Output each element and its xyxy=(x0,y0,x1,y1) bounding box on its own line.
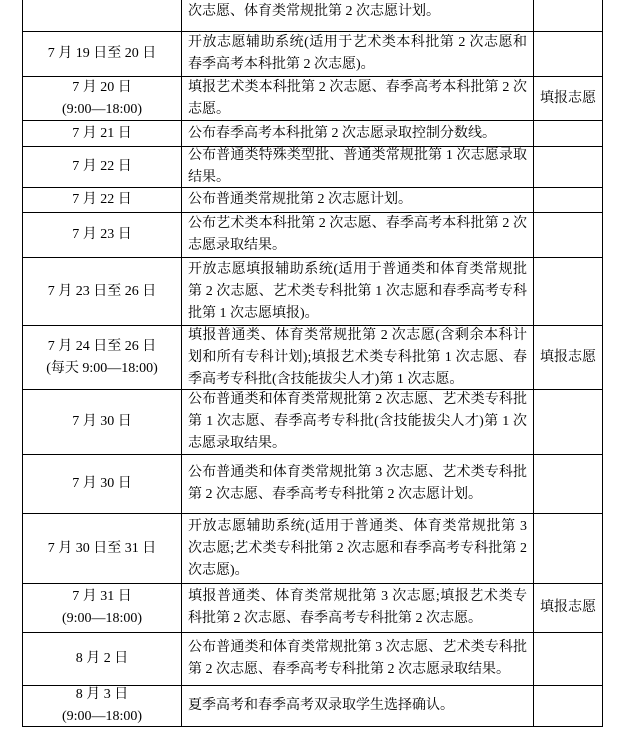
date-text: 8 月 2 日 xyxy=(75,651,129,666)
date-text: 7 月 23 日至 26 日 xyxy=(47,283,157,299)
tag-cell xyxy=(534,455,602,513)
tag-cell xyxy=(534,188,602,212)
date-text: 7 月 30 日至 31 日 xyxy=(47,540,157,556)
date-cell xyxy=(23,0,182,31)
date-cell xyxy=(23,258,182,325)
content-cell xyxy=(182,455,534,513)
date-cell xyxy=(23,584,182,632)
date-cell xyxy=(23,121,182,146)
date-cell xyxy=(23,455,182,513)
content-text: 公布春季高考本科批第 2 次志愿录取控制分数线。 xyxy=(188,125,496,141)
date-cell xyxy=(23,188,182,212)
tag-cell xyxy=(534,686,602,726)
tag-cell xyxy=(534,514,602,583)
content-text: 开放志愿辅助系统(适用于艺术类本科批第 2 次志愿和春季高考本科批第 2 次志愿)。 xyxy=(188,35,527,72)
tag-cell xyxy=(534,326,602,389)
content-text: 次志愿、体育类常规批第 2 次志愿计划。 xyxy=(188,4,440,19)
content-cell xyxy=(182,326,534,389)
date-text: 7 月 23 日 xyxy=(72,227,132,242)
date-text: 7 月 30 日 xyxy=(72,476,132,491)
content-text: 填报艺术类本科批第 2 次志愿、春季高考本科批第 2 次志愿。 xyxy=(188,79,527,117)
date-cell xyxy=(23,32,182,76)
content-cell xyxy=(182,188,534,212)
time-text: (9:00—18:00) xyxy=(61,611,143,626)
tag-cell xyxy=(534,147,602,187)
table-row xyxy=(23,0,602,32)
content-cell xyxy=(182,390,534,454)
time-text: (每天 9:00—18:00) xyxy=(46,360,158,376)
content-cell xyxy=(182,213,534,257)
date-text: 7 月 24 日至 26 日 xyxy=(47,338,157,354)
content-cell xyxy=(182,686,534,726)
table-row xyxy=(23,633,602,686)
content-text: 夏季高考和春季高考双录取学生选择确认。 xyxy=(188,698,454,713)
content-text: 公布普通类和体育类常规批第 3 次志愿、艺术类专科批第 2 次志愿、春季高考专科批第 2 次志愿录取结果。 xyxy=(188,640,527,677)
date-text: 7 月 30 日 xyxy=(72,414,132,429)
content-text: 开放志愿辅助系统(适用于普通类、体育类常规批第 3 次志愿;艺术类专科批第 2 次志愿和春季高考专科批第 2 次志愿)。 xyxy=(188,518,527,578)
date-text: 7 月 19 日至 20 日 xyxy=(47,46,157,61)
content-text: 开放志愿填报辅助系统(适用于普通类和体育类常规批第 2 次志愿、艺术类专科批第 1 次志愿和春季高考专科批第 1 次志愿填报)。 xyxy=(188,261,527,321)
content-cell xyxy=(182,0,534,31)
content-cell xyxy=(182,147,534,187)
tag-cell xyxy=(534,584,602,632)
date-cell xyxy=(23,213,182,257)
tag-text: 填报志愿 xyxy=(540,600,596,615)
date-cell xyxy=(23,514,182,583)
table-row xyxy=(23,213,602,258)
date-cell xyxy=(23,147,182,187)
tag-cell xyxy=(534,633,602,685)
time-text: (9:00—18:00) xyxy=(61,101,143,117)
content-cell xyxy=(182,121,534,146)
tag-text: 填报志愿 xyxy=(540,90,596,106)
tag-cell xyxy=(534,32,602,76)
table-row xyxy=(23,121,602,147)
table-row xyxy=(23,326,602,390)
date-text: 7 月 31 日 xyxy=(72,589,132,604)
table-row xyxy=(23,514,602,584)
date-text: 8 月 3 日 xyxy=(75,687,129,702)
content-cell xyxy=(182,32,534,76)
table-row xyxy=(23,77,602,121)
content-cell xyxy=(182,77,534,120)
table-row xyxy=(23,455,602,514)
table-row xyxy=(23,686,602,727)
table-row xyxy=(23,188,602,213)
tag-cell xyxy=(534,390,602,454)
content-cell xyxy=(182,514,534,583)
table-row xyxy=(23,258,602,326)
tag-cell xyxy=(534,258,602,325)
tag-cell xyxy=(534,121,602,146)
date-cell xyxy=(23,326,182,389)
content-text: 公布普通类特殊类型批、普通类常规批第 1 次志愿录取结果。 xyxy=(188,148,527,185)
date-text: 7 月 21 日 xyxy=(72,125,132,141)
content-text: 公布艺术类本科批第 2 次志愿、春季高考本科批第 2 次志愿录取结果。 xyxy=(188,216,527,253)
table-row xyxy=(23,390,602,455)
tag-text: 填报志愿 xyxy=(540,349,596,365)
content-text: 公布普通类和体育类常规批第 2 次志愿、艺术类专科批第 1 次志愿、春季高考专科批(含技能拔尖人才)第 1 次志愿录取结果。 xyxy=(188,392,527,451)
date-cell xyxy=(23,390,182,454)
content-text: 填报普通类、体育类常规批第 2 次志愿(含剩余本科计划和所有专科计划);填报艺术类专科批第 1 次志愿、春季高考专科批(含技能拔尖人才)第 1 次志愿。 xyxy=(188,327,527,387)
date-text: 7 月 22 日 xyxy=(72,192,132,207)
date-text: 7 月 22 日 xyxy=(72,159,132,174)
date-cell xyxy=(23,633,182,685)
content-cell xyxy=(182,584,534,632)
content-cell xyxy=(182,258,534,325)
content-text: 公布普通类常规批第 2 次志愿计划。 xyxy=(188,192,412,207)
date-cell xyxy=(23,77,182,120)
admission-schedule-table xyxy=(22,0,603,727)
date-cell xyxy=(23,686,182,726)
tag-cell xyxy=(534,0,602,31)
table-row xyxy=(23,147,602,188)
content-text: 填报普通类、体育类常规批第 3 次志愿;填报艺术类专科批第 2 次志愿、春季高考专科批第 2 次志愿。 xyxy=(188,589,527,626)
tag-cell xyxy=(534,77,602,120)
content-text: 公布普通类和体育类常规批第 3 次志愿、艺术类专科批第 2 次志愿、春季高考专科批第 2 次志愿计划。 xyxy=(188,465,527,502)
table-row xyxy=(23,584,602,633)
content-cell xyxy=(182,633,534,685)
tag-cell xyxy=(534,213,602,257)
table-row xyxy=(23,32,602,77)
time-text: (9:00—18:00) xyxy=(61,709,143,724)
date-text: 7 月 20 日 xyxy=(72,79,132,95)
